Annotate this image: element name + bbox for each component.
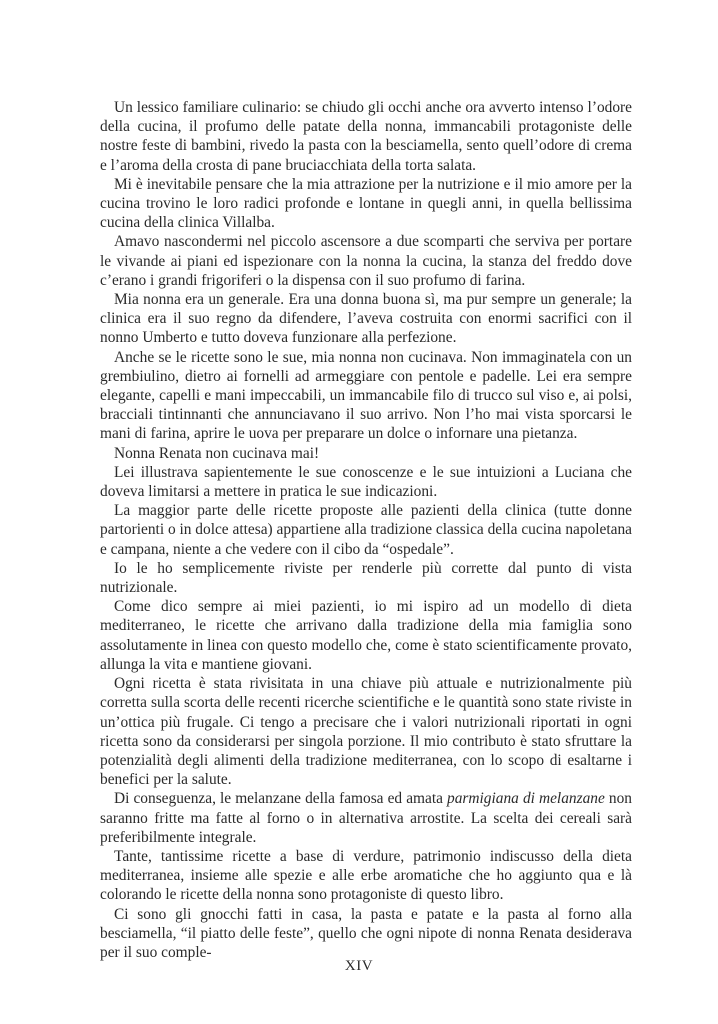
- paragraph-11: Ogni ricetta è stata rivisitata in una chiave più attuale e nutrizionalmente più corretta sulla scorta delle recenti ricerche scientifiche e le quantità sono state riviste in un’ottica più frugale. Ci tengo a precisare che i valori nutrizionali riportati in ogni ricetta sono da considerarsi per singola porzione. Il mio contributo è stato sfruttare la potenzialità degli alimenti della tradizione mediterranea, con lo scopo di esaltarne i benefici per la salute.: [100, 675, 632, 789]
- paragraph-14: Ci sono gli gnocchi fatti in casa, la pasta e patate e la pasta al forno alla besciamella, “il piatto delle feste”, quello che ogni nipote di nonna Renata desiderava per il suo comple-: [100, 905, 632, 961]
- body-text: [100, 98, 632, 962]
- paragraph-12-before: Di conseguenza, le melanzane della famosa ed amata: [114, 790, 448, 808]
- paragraph-1: Un lessico familiare culinario: se chiudo gli occhi anche ora avverto intenso l’odore della cucina, il profumo delle patate della nonna, immancabili protagoniste delle nostre feste di bambini, rivedo la pasta con la besciamella, sento quell’odore di crema e l’aroma della crosta di pane bruciacchiata della torta salata.: [100, 99, 632, 174]
- paragraph-8: La maggior parte delle ricette proposte alle pazienti della clinica (tutte donne partorienti o in dolce attesa) appartiene alla tradizione classica della cucina napoletana e campana, niente a che vedere con il cibo da “ospedale”.: [100, 502, 632, 558]
- paragraph-12: [100, 789, 632, 847]
- paragraph-12-after: non saranno fritte ma fatte al forno o in alternativa arrostite. La scelta dei cereali sarà preferibilmente integrale.: [100, 790, 632, 846]
- paragraph-13: Tante, tantissime ricette a base di verdure, patrimonio indiscusso della dieta mediterranea, insieme alle spezie e alle erbe aromatiche che ho aggiunto qua e là colorando le ricette della nonna sono protagoniste di questo libro.: [100, 847, 632, 904]
- paragraph-6: Nonna Renata non cucinava mai!: [114, 444, 320, 462]
- paragraph-10: Come dico sempre ai miei pazienti, io mi ispiro ad un modello di dieta mediterraneo, le ricette che arrivano dalla tradizione della mia famiglia sono assolutamente in linea con questo modello che, come è stato scientificamente provato, allunga la vita e mantiene giovani.: [100, 598, 632, 673]
- paragraph-5: Anche se le ricette sono le sue, mia nonna non cucinava. Non immaginatela con un grembiulino, dietro ai fornelli ad armeggiare con pentole e padelle. Lei era sempre elegante, capelli e mani impeccabili, un immancabile filo di trucco sul viso e, ai polsi, bracciali tintinnanti che annunciavano il suo arrivo. Non l’ho mai vista sporcarsi le mani di farina, aprire le uova per preparare un dolce o infornare una pietanza.: [100, 348, 632, 443]
- paragraph-4: Mia nonna era un generale. Era una donna buona sì, ma pur sempre un generale; la clinica era il suo regno da difendere, l’aveva costruita con enormi sacrifici con il nonno Umberto e tutto doveva funzionare alla perfezione.: [100, 291, 632, 347]
- paragraph-3: Amavo nascondermi nel piccolo ascensore a due scomparti che serviva per portare le vivande ai piani ed ispezionare con la nonna la cucina, la stanza del freddo dove c’erano i grandi frigoriferi o la dispensa con il suo profumo di farina.: [100, 233, 632, 289]
- dish-name-emphasis: parmigiana di melanzane: [447, 790, 605, 808]
- paragraph-2: Mi è inevitabile pensare che la mia attrazione per la nutrizione e il mio amore per la cucina trovino le loro radici profonde e lontane in quegli anni, in quella bellissima cucina della clinica Villalba.: [100, 175, 632, 232]
- page-number: XIV: [344, 958, 374, 974]
- paragraph-9: Io le ho semplicemente riviste per renderle più corrette dal punto di vista nutrizionale.: [100, 559, 632, 597]
- paragraph-7: Lei illustrava sapientemente le sue conoscenze e le sue intuizioni a Luciana che doveva limitarsi a mettere in pratica le sue indicazioni.: [100, 463, 632, 501]
